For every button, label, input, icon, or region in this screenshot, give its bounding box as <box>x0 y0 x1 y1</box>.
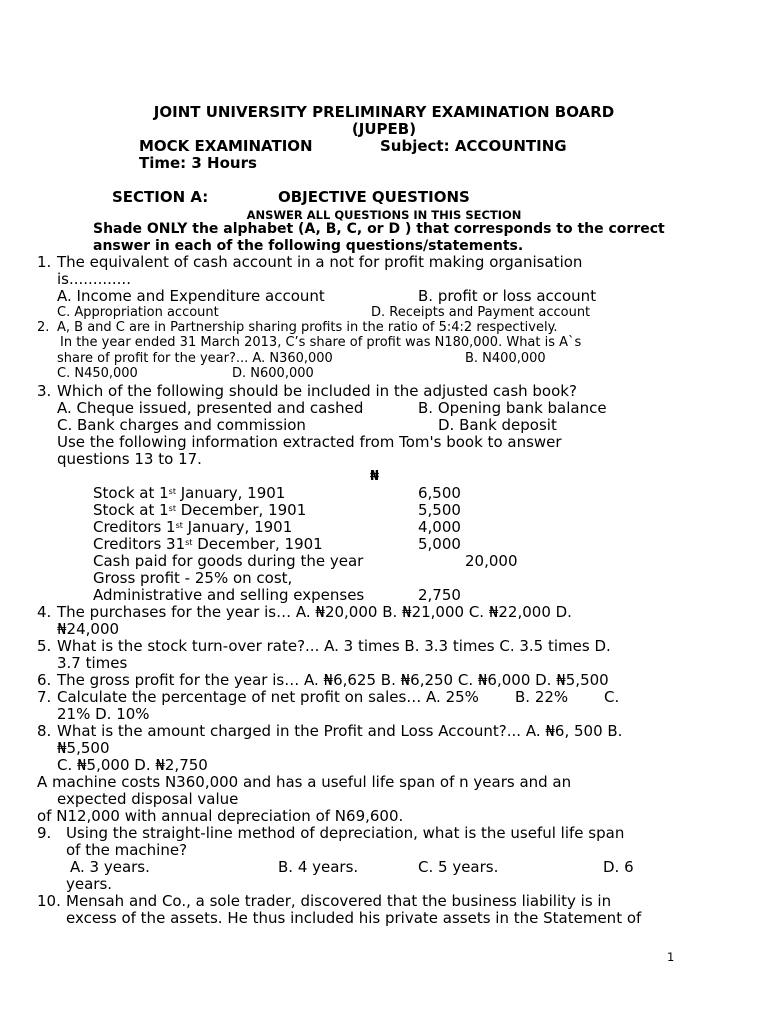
question-text: In the year ended 31 March 2013, C’s share of profit was N180,000. What is A`s <box>60 335 582 350</box>
question-number: 9. <box>37 824 52 842</box>
info-row-label: Cash paid for goods during the year <box>93 552 364 570</box>
question-number: 7. <box>37 688 52 706</box>
question-text: Calculate the percentage of net profit on sales… A. 25% <box>57 688 479 706</box>
machine-info: expected disposal value <box>57 790 239 808</box>
question-text: ₦5,500 <box>57 739 110 757</box>
question-text: ₦24,000 <box>57 620 120 638</box>
question-number: 4. <box>37 603 52 621</box>
question-text: What is the stock turn-over rate?... A. 3 times B. 3.3 times C. 3.5 times D. <box>57 637 611 655</box>
question-text: Which of the following should be included in the adjusted cash book? <box>57 382 577 400</box>
info-row-value: 20,000 <box>465 552 518 570</box>
currency-header: ₦ <box>370 469 380 484</box>
question-text: C. ₦5,000 D. ₦2,750 <box>57 756 208 774</box>
question-text: 3.7 times <box>57 654 128 672</box>
exam-subject: Subject: ACCOUNTING <box>380 137 567 155</box>
question-text: What is the amount charged in the Profit and Loss Account?... A. ₦6, 500 B. <box>57 722 623 740</box>
option-c: C. 5 years. <box>418 858 499 876</box>
option-d: D. Bank deposit <box>438 416 557 434</box>
question-number: 2. <box>37 320 50 335</box>
question-number: 8. <box>37 722 52 740</box>
option-b: B. profit or loss account <box>418 287 597 305</box>
shade-instruction-1: Shade ONLY the alphabet (A, B, C, or D ) that corresponds to the correct <box>93 221 665 237</box>
question-number: 1. <box>37 253 52 271</box>
board-acronym: (JUPEB) <box>351 120 417 138</box>
info-row-label: Gross profit - 25% on cost, <box>93 569 293 587</box>
info-row-label: Stock at 1st December, 1901 <box>93 501 307 519</box>
option-a: A. Cheque issued, presented and cashed <box>57 399 364 417</box>
option-c: C. N450,000 <box>57 366 138 381</box>
board-title: JOINT UNIVERSITY PRELIMINARY EXAMINATION BOARD <box>153 103 615 121</box>
option-d: D. Receipts and Payment account <box>371 305 591 320</box>
option-b: B. 4 years. <box>278 858 359 876</box>
info-row-label: Creditors 1st January, 1901 <box>93 518 293 536</box>
question-text: excess of the assets. He thus included his private assets in the Statement of <box>66 909 642 927</box>
question-text: 21% D. 10% <box>57 705 150 723</box>
info-intro: Use the following information extracted from Tom's book to answer <box>57 433 562 451</box>
answer-all-instruction: ANSWER ALL QUESTIONS IN THIS SECTION <box>246 208 522 222</box>
option-d-continued: years. <box>66 875 113 893</box>
question-text: The purchases for the year is… A. ₦20,000 B. ₦21,000 C. ₦22,000 D. <box>57 603 572 621</box>
option-a: A. Income and Expenditure account <box>57 287 325 305</box>
info-row-value: 4,000 <box>418 518 461 536</box>
question-text: The equivalent of cash account in a not for profit making organisation <box>57 253 583 271</box>
option-c: C. <box>604 688 620 706</box>
info-row-label: Stock at 1st January, 1901 <box>93 484 286 502</box>
question-text: is............. <box>57 270 131 288</box>
info-intro: questions 13 to 17. <box>57 450 202 468</box>
question-text: Using the straight-line method of depreciation, what is the useful life span <box>66 824 625 842</box>
question-number: 10. <box>37 892 61 910</box>
info-row-label: Creditors 31st December, 1901 <box>93 535 323 553</box>
exam-time: Time: 3 Hours <box>139 154 257 172</box>
option-d: D. N600,000 <box>232 366 314 381</box>
info-row-label: Administrative and selling expenses <box>93 586 365 604</box>
option-d: D. 6 <box>603 858 634 876</box>
option-b: B. Opening bank balance <box>418 399 607 417</box>
info-row-value: 6,500 <box>418 484 461 502</box>
question-number: 5. <box>37 637 52 655</box>
info-row-value: 2,750 <box>418 586 461 604</box>
info-row-value: 5,000 <box>418 535 461 553</box>
question-number: 6. <box>37 671 52 689</box>
option-c: C. Bank charges and commission <box>57 416 306 434</box>
question-text: Mensah and Co., a sole trader, discovered that the business liability is in <box>66 892 612 910</box>
info-row-value: 5,500 <box>418 501 461 519</box>
option-c: C. Appropriation account <box>57 305 219 320</box>
question-text: A, B and C are in Partnership sharing profits in the ratio of 5:4:2 respectively. <box>57 320 558 335</box>
section-label: SECTION A: <box>112 188 209 206</box>
option-b: B. N400,000 <box>465 351 546 366</box>
question-number: 3. <box>37 382 52 400</box>
question-text: The gross profit for the year is… A. ₦6,625 B. ₦6,250 C. ₦6,000 D. ₦5,500 <box>57 671 609 689</box>
shade-instruction-2: answer in each of the following questions/statements. <box>93 238 524 254</box>
page-number: 1 <box>667 950 675 964</box>
option-a: A. 3 years. <box>70 858 150 876</box>
section-title: OBJECTIVE QUESTIONS <box>278 188 470 206</box>
question-text: of the machine? <box>66 841 188 859</box>
exam-type: MOCK EXAMINATION <box>139 137 313 155</box>
machine-info: A machine costs N360,000 and has a useful life span of n years and an <box>37 773 572 791</box>
option-b: B. 22% <box>515 688 569 706</box>
question-text: share of profit for the year?... A. N360,000 <box>57 351 333 366</box>
machine-info: of N12,000 with annual depreciation of N69,600. <box>37 807 404 825</box>
